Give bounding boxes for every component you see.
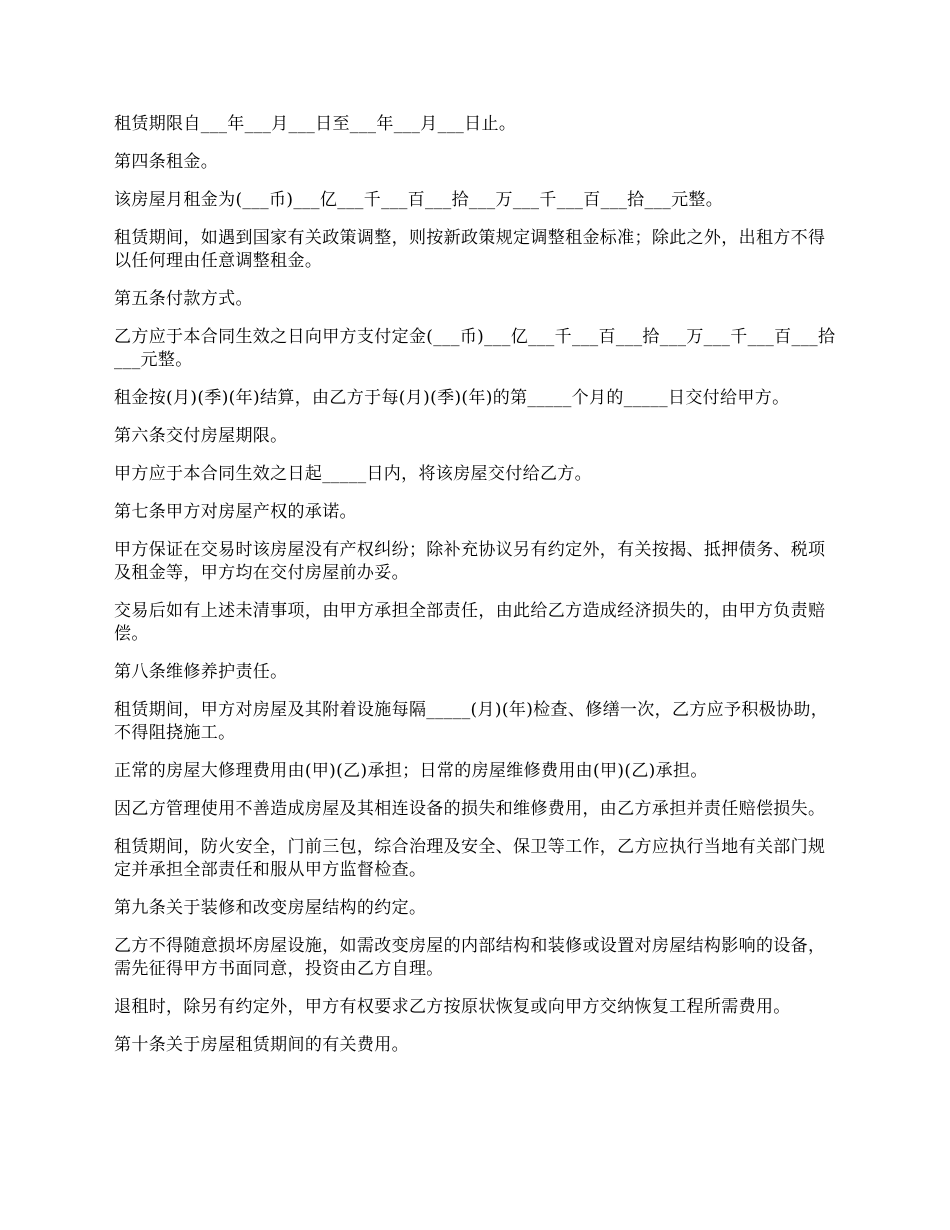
document-page (114, 113, 838, 1072)
deposit-clause: 乙方应于本合同生效之日向甲方支付定金(___币)___亿___千___百___拾___万___千___百___拾___元整。 (114, 327, 836, 370)
article-8-heading: 第八条维修养护责任。 (114, 662, 288, 682)
monthly-rent-clause: 该房屋月租金为(___币)___亿___千___百___拾___万___千___百___拾___元整。 (114, 190, 724, 210)
renovation-clause: 乙方不得随意损坏房屋设施，如需改变房屋的内部结构和装修或设置对房屋结构影响的设备，需先征得甲方书面同意，投资由乙方自理。 (114, 936, 826, 979)
liability-clause: 交易后如有上述未清事项，由甲方承担全部责任，由此给乙方造成经济损失的，由甲方负责赔偿。 (114, 601, 826, 644)
damage-compensation-clause: 因乙方管理使用不善造成房屋及其相连设备的损失和维修费用，由乙方承担并责任赔偿损失。 (114, 799, 826, 819)
lease-term-clause: 租赁期限自___年___月___日至___年___月___日止。 (114, 114, 517, 134)
rent-settlement-clause: 租金按(月)(季)(年)结算，由乙方于每(月)(季)(年)的第_____个月的_____日交付给甲方。 (114, 388, 790, 408)
property-rights-guarantee-clause: 甲方保证在交易时该房屋没有产权纠纷；除补充协议另有约定外，有关按揭、抵押债务、税项及租金等，甲方均在交付房屋前办妥。 (114, 540, 826, 583)
article-4-heading: 第四条租金。 (114, 152, 219, 172)
article-10-heading: 第十条关于房屋租赁期间的有关费用。 (114, 1035, 409, 1055)
article-9-heading: 第九条关于装修和改变房屋结构的约定。 (114, 898, 427, 918)
delivery-deadline-clause: 甲方应于本合同生效之日起_____日内，将该房屋交付给乙方。 (114, 464, 592, 484)
inspection-clause: 租赁期间，甲方对房屋及其附着设施每隔_____(月)(年)检查、修缮一次，乙方应予积极协助，不得阻挠施工。 (114, 700, 829, 743)
repair-cost-clause: 正常的房屋大修理费用由(甲)(乙)承担；日常的房屋维修费用由(甲)(乙)承担。 (114, 761, 708, 781)
safety-clause: 租赁期间，防火安全，门前三包，综合治理及安全、保卫等工作，乙方应执行当地有关部门规定并承担全部责任和服从甲方监督检查。 (114, 837, 826, 880)
article-7-heading: 第七条甲方对房屋产权的承诺。 (114, 502, 357, 522)
restoration-clause: 退租时，除另有约定外，甲方有权要求乙方按原状恢复或向甲方交纳恢复工程所需费用。 (114, 997, 791, 1017)
article-5-heading: 第五条付款方式。 (114, 289, 253, 309)
rent-adjustment-clause: 租赁期间，如遇到国家有关政策调整，则按新政策规定调整租金标准；除此之外，出租方不得以任何理由任意调整租金。 (114, 228, 826, 271)
article-6-heading: 第六条交付房屋期限。 (114, 426, 288, 446)
